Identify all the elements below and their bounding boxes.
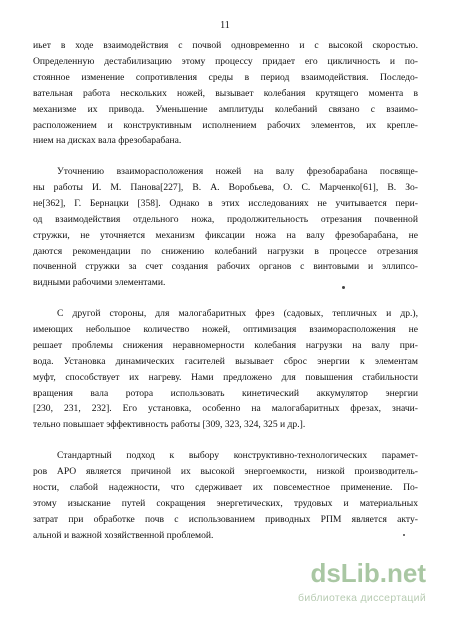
text-line: С другой стороны, для малогабаритных фрез (садовых, тепличных и др.), [57,308,418,319]
text-line: решает проблемы снижения неравномерности колебания нагрузки на валу при- [33,339,418,351]
text-line: затрат при обработке почв с использованием приводных РПМ является акту- [33,513,418,525]
paragraph-3 [33,306,418,433]
text-line: этому изыскание путей сокращения энергетических, трудовых и материальных [33,497,418,509]
text-line: Уточнению взаиморасположения ножей на валу фрезобарабана посвяще- [57,166,418,177]
text-line: даются рекомендации по снижению колебаний нагрузки в процессе отрезания [33,245,418,257]
text-line: вращения вала ротора использовать кинетический аккумулятор энергии [33,387,418,399]
text-line: механизме их привода. Уменьшение амплитуды колебаний связано с взаимо- [33,103,418,115]
page-number: 11 [220,20,230,31]
text-line: вода. Установка динамических гасителей вызывает сброс энергии к элементам [33,355,418,367]
text-line: ров АРО является причиной их высокой энергоемкости, низкой производитель- [33,465,418,477]
text-line: стоянное изменение сопротивления среды в период взаимодействия. Последо- [33,71,418,83]
text-line: ности, слабой надежности, что сдерживает их повсеместное применение. По- [33,481,418,493]
text-line: тельно повышает эффективность работы [309, 323, 324, 325 и др.]. [33,419,306,431]
text-line: стружки, не уточняется механизм фиксации ножа на валу фрезобарабана, не [33,229,418,241]
watermark-logo: dsLib.net [310,558,426,588]
text-line: ны работы И. М. Панова[227], В. А. Воробьева, О. С. Марченко[61], В. Зо- [33,181,418,193]
text-line: Стандартный подход к выбору конструктивно-технологических парамет- [57,450,418,461]
scan-speck [403,534,405,536]
text-line: муфт, способствует их нагреву. Нами предложено для повышения стабильности [33,371,418,383]
paragraph-1 [33,38,418,149]
paragraph-2 [33,164,418,291]
paragraph-4 [33,448,418,543]
text-line: имеющих небольшое количество ножей, оптимизация взаиморасположения не [33,323,418,335]
text-line: видными рабочими элементами. [33,277,166,289]
text-line: иьет в ходе взаимодействия с почвой одновременно и с высокой скоростью. [33,40,418,51]
text-line: нием на дисках вала фрезобарабана. [33,135,182,147]
text-line: Определенную дестабилизацию этому процессу придает его цикличность и по- [33,55,418,67]
watermark-caption: библиотека диссертаций [298,592,426,604]
text-line: вательная работа нескольких ножей, вызывает колебания крутящего момента в [33,87,418,99]
text-line: альной и важной хозяйственной проблемой. [33,529,214,541]
text-line: не[362], Г. Бернацки [358]. Однако в этих исследованиях не учитывается пери- [33,197,418,209]
text-line: [230, 231, 232]. Его установка, особенно на малогабаритных фрезах, значи- [33,403,418,415]
text-line: од взаимодействия отдельного ножа, продолжительность отрезания почвенной [33,213,418,225]
watermark [256,558,426,608]
text-line: расположением и конструктивным исполнением рабочих элементов, их крепле- [33,119,418,131]
scan-speck [342,286,345,289]
text-line: почвенной стружки за счет создания рабочих органов с винтовыми и эллипсо- [33,261,418,273]
